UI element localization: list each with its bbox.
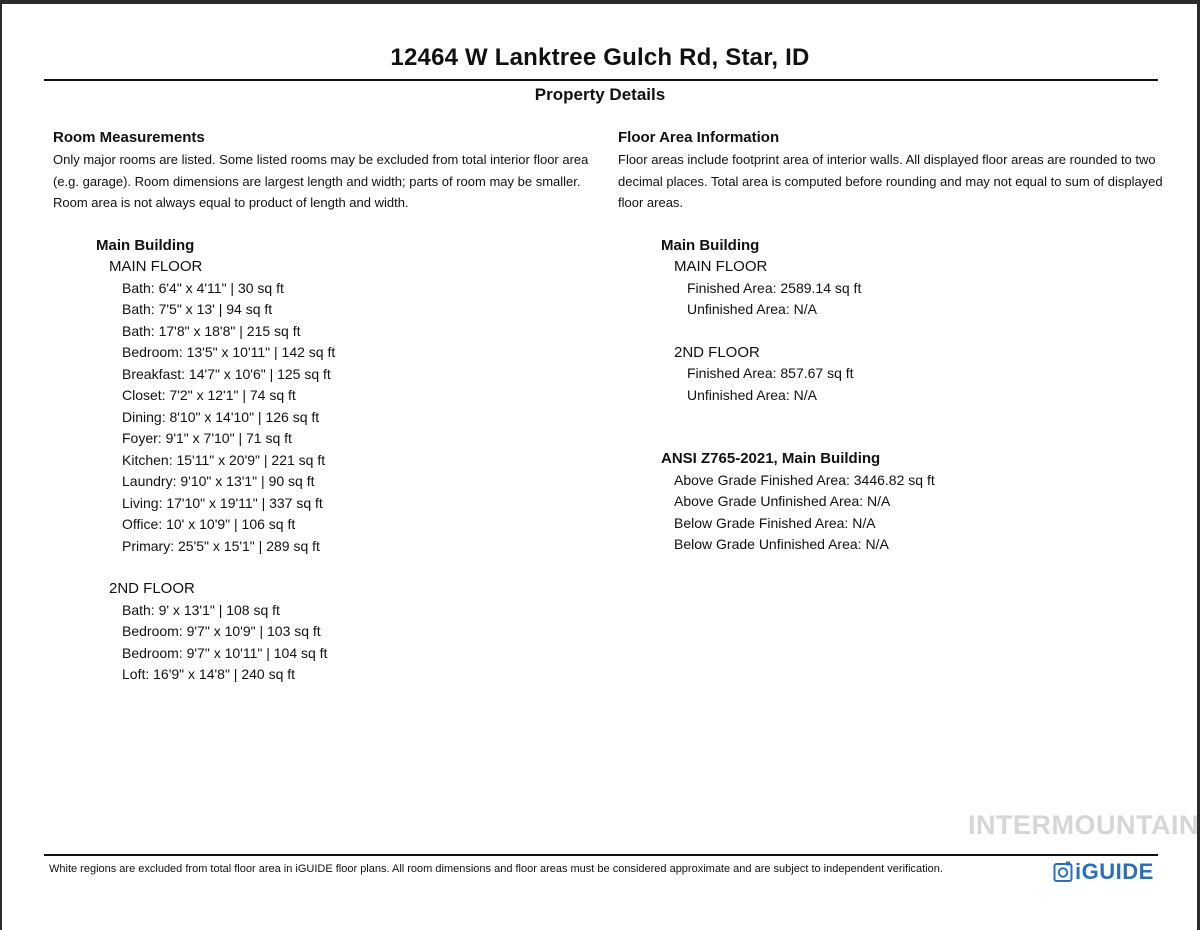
top-border — [0, 0, 1200, 4]
room-item: Breakfast: 14'7" x 10'6" | 125 sq ft — [122, 365, 331, 382]
room-item: Bedroom: 9'7" x 10'11" | 104 sq ft — [122, 644, 328, 661]
room-item: Foyer: 9'1" x 7'10" | 71 sq ft — [122, 430, 292, 446]
iguide-logo-text: iGUIDE — [1075, 859, 1154, 884]
ansi-title: ANSI Z765-2021, Main Building — [661, 450, 881, 467]
footer-disclaimer: White regions are excluded from total floor area in iGUIDE floor plans. All room dimensions and floor areas must be considered approximate and are subject to independent verification. — [49, 863, 943, 875]
room-item: Loft: 16'9" x 14'8" | 240 sq ft — [122, 666, 296, 682]
room-item: Bath: 7'5" x 13' | 94 sq ft — [122, 301, 273, 317]
room-floor-main-title: MAIN FLOOR — [109, 258, 203, 275]
floor-area-section — [618, 128, 1168, 556]
room-item: Bath: 17'8" x 18'8" | 215 sq ft — [122, 322, 301, 339]
area-building-name: Main Building — [661, 236, 760, 254]
area-finished: Finished Area: 857.67 sq ft — [687, 365, 854, 381]
room-item: Primary: 25'5" x 15'1" | 289 sq ft — [122, 537, 320, 554]
iguide-logo — [1053, 858, 1154, 886]
room-measurements-description: Only major rooms are listed. Some listed rooms may be excluded from total interior floor area (e.g. garage). Room dimensions are largest length and width; parts of room may be smaller. Room area is not always equal to product of length and width. — [53, 152, 589, 210]
room-measurements-section — [53, 128, 593, 686]
area-finished: Finished Area: 2589.14 sq ft — [687, 279, 862, 296]
area-unfinished: Unfinished Area: N/A — [687, 301, 817, 317]
room-item: Dining: 8'10" x 14'10" | 126 sq ft — [122, 408, 320, 425]
left-border — [0, 0, 2, 930]
ansi-line: Above Grade Finished Area: 3446.82 sq ft — [674, 471, 935, 488]
ansi-line: Below Grade Unfinished Area: N/A — [674, 536, 889, 552]
room-item: Bedroom: 9'7" x 10'9" | 103 sq ft — [122, 623, 321, 639]
room-item: Bedroom: 13'5" x 10'11" | 142 sq ft — [122, 344, 336, 360]
room-item: Office: 10' x 10'9" | 106 sq ft — [122, 516, 296, 532]
area-unfinished: Unfinished Area: N/A — [687, 386, 817, 403]
title-divider — [44, 79, 1158, 81]
room-floor-second-title: 2ND FLOOR — [109, 580, 195, 597]
iguide-logo-icon — [1053, 861, 1073, 883]
ansi-line: Above Grade Unfinished Area: N/A — [674, 493, 891, 509]
area-floor-main-title: MAIN FLOOR — [674, 258, 768, 275]
page-subtitle: Property Details — [534, 85, 666, 104]
floor-area-description: Floor areas include footprint area of interior walls. All displayed floor areas are rounded to two decimal places. Total area is computed before rounding and may not equal to sum of displayed floor areas. — [618, 152, 1163, 210]
room-item: Bath: 9' x 13'1" | 108 sq ft — [122, 601, 280, 618]
watermark-text: INTERMOUNTAIN — [968, 810, 1199, 840]
ansi-line: Below Grade Finished Area: N/A — [674, 514, 876, 531]
room-item: Closet: 7'2" x 12'1" | 74 sq ft — [122, 387, 296, 403]
room-building-name: Main Building — [96, 236, 195, 254]
room-item: Living: 17'10" x 19'11" | 337 sq ft — [122, 494, 323, 511]
room-measurements-title: Room Measurements — [53, 129, 205, 146]
room-item: Kitchen: 15'11" x 20'9" | 221 sq ft — [122, 451, 326, 468]
page-title: 12464 W Lanktree Gulch Rd, Star, ID — [390, 44, 810, 71]
room-item: Bath: 6'4" x 4'11" | 30 sq ft — [122, 279, 284, 296]
footer-divider — [44, 854, 1158, 856]
room-item: Laundry: 9'10" x 13'1" | 90 sq ft — [122, 473, 315, 489]
floor-area-title: Floor Area Information — [618, 129, 780, 146]
area-floor-second-title: 2ND FLOOR — [674, 343, 760, 361]
